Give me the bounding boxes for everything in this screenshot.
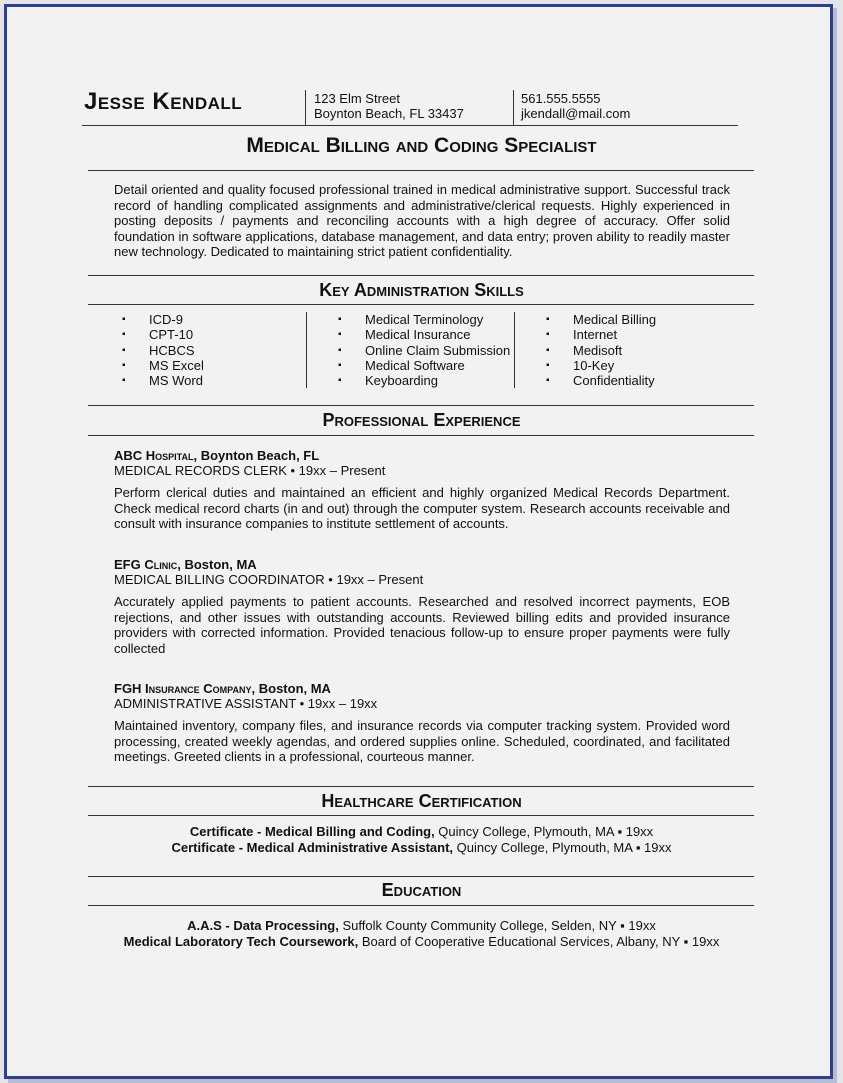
section-rule (88, 786, 754, 787)
education-heading: Education (381, 880, 462, 900)
job-entry (114, 557, 730, 656)
skill-item: ▪ Medical Billing (546, 312, 656, 327)
education-item: A.A.S - Data Processing, Suffolk County Community College, Selden, NY ▪ 19xx (187, 918, 656, 933)
certification-item: Certificate - Medical Administrative Assistant, Quincy College, Plymouth, MA ▪ 19xx (171, 840, 672, 855)
page-title: Medical Billing and Coding Specialist (246, 134, 597, 157)
skills-divider (514, 312, 515, 388)
section-rule (88, 170, 754, 171)
employer-name: EFG Clinic (114, 557, 178, 572)
certification-heading: Healthcare Certification (321, 791, 522, 811)
skill-item: ▪ Medical Software (338, 358, 510, 373)
job-employer-line (114, 448, 730, 463)
skills-column-1 (122, 312, 204, 388)
skill-item: ▪ Medical Insurance (338, 327, 510, 342)
skill-item: ▪ MS Excel (122, 358, 204, 373)
job-description: Accurately applied payments to patient accounts. Researched and resolved incorrect payments, EOB rejections, and other issues with outstanding accounts. Reviewed billing edits and provided insurance providers with corrected information. Provided tenacious follow-up to ensure proper payments were fully collected (114, 594, 730, 656)
contact-block (521, 91, 630, 121)
skills-column-2 (338, 312, 510, 388)
header-rule (82, 125, 738, 126)
skill-item: ▪ Internet (546, 327, 656, 342)
employer-name: FGH Insurance Company (114, 681, 252, 696)
address-block (314, 91, 464, 121)
skill-item: ▪ MS Word (122, 373, 204, 388)
header-divider (305, 90, 306, 126)
skill-item: ▪ HCBCS (122, 343, 204, 358)
employer-location: , Boynton Beach, FL (193, 448, 320, 463)
job-role: MEDICAL BILLING COORDINATOR • 19xx – Present (114, 572, 424, 587)
header-divider (513, 90, 514, 126)
job-employer-line (114, 557, 730, 572)
skills-heading: Key Administration Skills (319, 280, 524, 300)
job-entry (114, 681, 730, 765)
skill-item: ▪ Online Claim Submission (338, 343, 510, 358)
certification-list (0, 824, 843, 856)
experience-heading: Professional Experience (322, 410, 521, 430)
job-employer-line (114, 681, 730, 696)
job-entry (114, 448, 730, 532)
address-line-2: Boynton Beach, FL 33437 (314, 106, 464, 121)
summary-paragraph: Detail oriented and quality focused professional trained in medical administrative support. Successful track record of handling complicated assignments and administrative/clerical requests. Highly experienced in posting deposits / payments and reconciling accounts with a high degree of accuracy. Offer solid foundation in software applications, database management, and data entry; proven ability to readily master new technology. Dedicated to maintaining strict patient confidentiality. (114, 182, 730, 259)
certification-item: Certificate - Medical Billing and Coding, Quincy College, Plymouth, MA ▪ 19xx (189, 824, 654, 839)
skill-item: ▪ ICD-9 (122, 312, 204, 327)
section-rule (88, 304, 754, 305)
education-item: Medical Laboratory Tech Coursework, Board of Cooperative Educational Services, Albany, NY ▪ 19xx (123, 934, 720, 949)
address-line-1: 123 Elm Street (314, 91, 400, 106)
section-rule (88, 405, 754, 406)
skill-item: ▪ Medisoft (546, 343, 656, 358)
job-role: ADMINISTRATIVE ASSISTANT • 19xx – 19xx (114, 696, 378, 711)
skills-divider (306, 312, 307, 388)
employer-name: ABC Hospital (114, 448, 194, 463)
education-list (0, 918, 843, 950)
skill-item: ▪ Confidentiality (546, 373, 656, 388)
section-rule (88, 876, 754, 877)
skill-item: ▪ 10-Key (546, 358, 656, 373)
job-role: MEDICAL RECORDS CLERK • 19xx – Present (114, 463, 386, 478)
section-rule (88, 815, 754, 816)
employer-location: , Boston, MA (177, 557, 257, 572)
candidate-name: Jesse Kendall (84, 88, 243, 115)
skills-column-3 (546, 312, 656, 388)
phone: 561.555.5555 (521, 91, 601, 106)
job-description: Perform clerical duties and maintained an efficient and highly organized Medical Records Department. Check medical record charts (in and out) through the computer system. Research accounts receivable and consult with insurance companies to institute settlement of accounts. (114, 485, 730, 531)
email: jkendall@mail.com (521, 106, 631, 121)
section-rule (88, 275, 754, 276)
skill-item: ▪ Medical Terminology (338, 312, 510, 327)
skill-item: ▪ CPT-10 (122, 327, 204, 342)
section-rule (88, 905, 754, 906)
job-description: Maintained inventory, company files, and insurance records via computer tracking system. Provided word processing, created weekly agendas, and ordered supplies online. Scheduled, coordinated, and facilitated meetings. Greeted clients in a professional, courteous manner. (114, 718, 730, 764)
employer-location: , Boston, MA (251, 681, 331, 696)
skill-item: ▪ Keyboarding (338, 373, 510, 388)
section-rule (88, 435, 754, 436)
